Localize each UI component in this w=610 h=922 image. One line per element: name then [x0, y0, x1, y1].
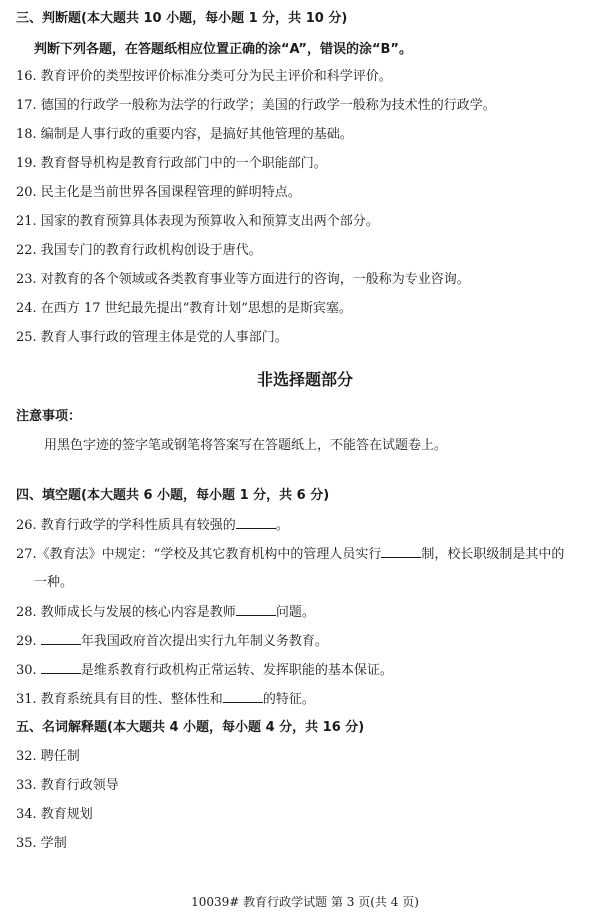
answer-blank — [236, 516, 276, 529]
section5-heading: 五、名词解释题(本大题共 4 小题，每小题 4 分，共 16 分) — [16, 720, 365, 735]
question-28-text: 28. 教师成长与发展的核心内容是教师 — [16, 605, 236, 620]
question-28 — [16, 603, 315, 621]
question-16: 16. 教育评价的类型按评价标准分类可分为民主评价和科学评价。 — [16, 69, 392, 84]
question-33: 33. 教育行政领导 — [16, 778, 119, 793]
question-29 — [16, 632, 328, 650]
question-27-continuation: 一种。 — [34, 575, 74, 590]
question-29-number: 29. — [16, 634, 37, 649]
question-30-text: 是维系教育行政机构正常运转、发挥职能的基本保证。 — [80, 663, 393, 678]
question-30 — [16, 661, 393, 679]
answer-blank — [381, 545, 421, 558]
question-18: 18. 编制是人事行政的重要内容，是搞好其他管理的基础。 — [16, 127, 353, 142]
question-27-text-2: 制，校长职级制是其中的 — [421, 547, 565, 562]
notice-text: 用黑色字迹的签字笔或钢笔将答案写在答题纸上，不能答在试题卷上。 — [44, 438, 448, 453]
question-25: 25. 教育人事行政的管理主体是党的人事部门。 — [16, 330, 288, 345]
question-22: 22. 我国专门的教育行政机构创设于唐代。 — [16, 243, 262, 258]
question-19: 19. 教育督导机构是教育行政部门中的一个职能部门。 — [16, 156, 327, 171]
question-24: 24. 在西方 17 世纪最先提出“教育计划”思想的是斯宾塞。 — [16, 301, 352, 316]
section3-instruction: 判断下列各题，在答题纸相应位置正确的涂“A”，错误的涂“B”。 — [34, 42, 412, 57]
page-footer: 10039# 教育行政学试题 第 3 页(共 4 页) — [191, 895, 419, 909]
question-34: 34. 教育规划 — [16, 807, 93, 822]
answer-blank — [236, 603, 276, 616]
question-30-number: 30. — [16, 663, 37, 678]
answer-blank — [41, 632, 81, 645]
question-20: 20. 民主化是当前世界各国课程管理的鲜明特点。 — [16, 185, 301, 200]
question-27 — [16, 545, 564, 563]
question-26 — [16, 516, 289, 534]
question-35: 35. 学制 — [16, 836, 67, 851]
question-31 — [16, 690, 315, 708]
section4-heading: 四、填空题(本大题共 6 小题，每小题 1 分，共 6 分) — [16, 488, 330, 503]
question-26-text: 26. 教育行政学的学科性质具有较强的 — [16, 518, 236, 533]
notice-label: 注意事项： — [16, 409, 82, 424]
answer-blank — [223, 690, 263, 703]
question-32: 32. 聘任制 — [16, 749, 80, 764]
question-28-end: 问题。 — [275, 605, 315, 620]
question-29-text: 年我国政府首次提出实行九年制义务教育。 — [80, 634, 328, 649]
question-27-text: 27.《教育法》中规定：“学校及其它教育机构中的管理人员实行 — [16, 547, 382, 562]
question-17: 17. 德国的行政学一般称为法学的行政学；美国的行政学一般称为技术性的行政学。 — [16, 98, 496, 113]
question-21: 21. 国家的教育预算具体表现为预算收入和预算支出两个部分。 — [16, 214, 379, 229]
question-31-end: 的特征。 — [262, 692, 315, 707]
answer-blank — [41, 661, 81, 674]
question-23: 23. 对教育的各个领域或各类教育事业等方面进行的咨询，一般称为专业咨询。 — [16, 272, 470, 287]
question-26-end: 。 — [275, 518, 289, 533]
section3-heading: 三、判断题(本大题共 10 小题，每小题 1 分，共 10 分) — [16, 11, 348, 26]
question-31-text: 31. 教育系统具有目的性、整体性和 — [16, 692, 223, 707]
part-title: 非选择题部分 — [256, 370, 353, 389]
